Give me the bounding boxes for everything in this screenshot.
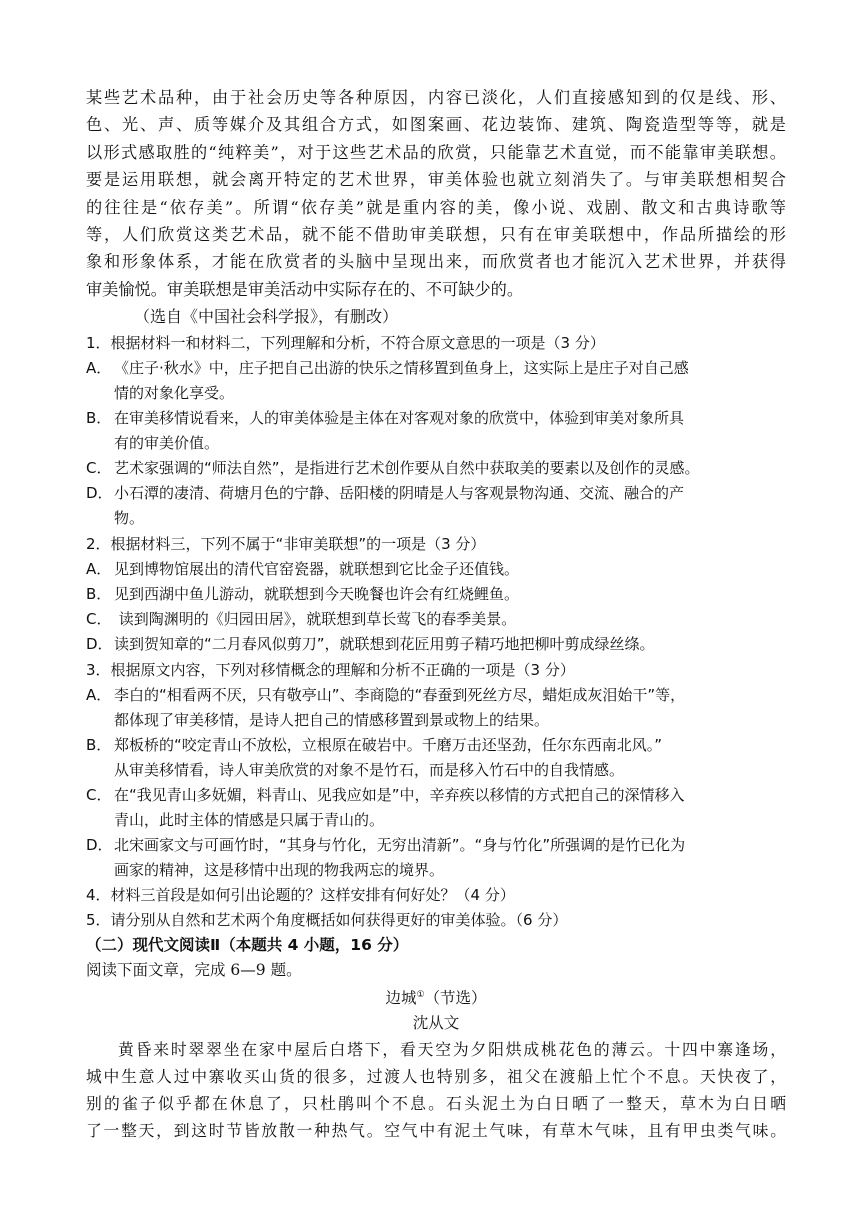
option-letter: C． <box>86 459 112 478</box>
text-line: 某些艺术品种，由于社会历史等各种原因，内容已淡化，人们直接感知到的仅是线、形、 <box>86 88 786 107</box>
option-c <box>86 607 786 632</box>
option-letter: B． <box>86 585 112 604</box>
option-letter: D． <box>86 635 113 654</box>
story-line: 别的雀子似乎都在休息了，只杜鹃叫个不息。石头泥土为白日晒了一整天，草木为白日晒 <box>86 1094 786 1114</box>
option-letter: A． <box>86 686 112 705</box>
text-line: 色、光、声、质等媒介及其组合方式，如图案画、花边装饰、建筑、陶瓷造型等等，就是 <box>86 115 786 135</box>
story-paragraph <box>86 1036 786 1144</box>
option-letter: C． <box>86 786 112 805</box>
option-d <box>86 833 786 883</box>
text-line: 要是运用联想，就会离开特定的艺术世界，审美体验也就立刻消失了。与审美联想相契合 <box>86 170 786 190</box>
option-text: 在审美移情说看来，人的审美体验是主体在对客观对象的欣赏中，体验到审美对象所具 <box>114 409 685 428</box>
option-text: 在“我见青山多妩媚，料青山、见我应如是”中，辛弃疾以移情的方式把自己的深情移入 <box>114 786 685 805</box>
question-stem: 1．根据材料一和材料二，下列理解和分析，不符合原文意思的一项是（3 分） <box>86 334 605 353</box>
option-b <box>86 733 786 783</box>
option-text: 有的审美价值。 <box>114 434 220 453</box>
option-letter: A． <box>86 359 112 378</box>
option-text: 读到陶渊明的《归园田居》，就联想到草长莺飞的春季美景。 <box>114 610 517 629</box>
option-b <box>86 582 786 607</box>
option-letter: B． <box>86 409 112 428</box>
option-text: 画家的精神，这是移情中出现的物我两忘的境界。 <box>114 861 445 880</box>
option-text: 读到贺知章的“二月春风似剪刀”，就联想到花匠用剪子精巧地把柳叶剪成绿丝绦。 <box>114 635 655 654</box>
question-1 <box>86 331 786 531</box>
option-letter: D． <box>86 484 113 503</box>
option-text: 见到博物馆展出的清代官窑瓷器，就联想到它比金子还值钱。 <box>114 560 520 579</box>
option-text: 情的对象化享受。 <box>114 384 235 403</box>
option-text: 李白的“相看两不厌，只有敬亭山”、李商隐的“春蚕到死丝方尽，蜡炬成灰泪始干”等， <box>114 686 686 705</box>
option-text: 都体现了审美移情，是诗人把自己的情感移置到景或物上的结果。 <box>114 711 550 730</box>
option-text: 从审美移情看，诗人审美欣赏的对象不是竹石，而是移入竹石中的自我情感。 <box>114 761 625 780</box>
option-a <box>86 557 786 582</box>
option-text: 《庄子·秋水》中，庄子把自己出游的快乐之情移置到鱼身上，这实际上是庄子对自己感 <box>114 359 689 378</box>
option-a <box>86 683 786 733</box>
option-text: 郑板桥的“咬定青山不放松，立根原在破岩中。千磨万击还坚劲，任尔东西南北风。” <box>114 736 663 755</box>
question-stem: 3．根据原文内容，下列对移情概念的理解和分析不正确的一项是（3 分） <box>86 661 575 680</box>
text-line: 以形式感取胜的“纯粹美”，对于这些艺术品的欣赏，只能靠艺术直觉，而不能靠审美联想。 <box>86 142 786 162</box>
option-letter: B． <box>86 736 112 755</box>
text-line: 等，人们欣赏这类艺术品，就不能不借助审美联想，只有在审美联想中，作品所描绘的形 <box>86 225 786 245</box>
story-line: 了一整天，到这时节皆放散一种热气。空气中有泥土气味，有草木气味，且有甲虫类气味。 <box>86 1121 786 1141</box>
section-instructions: 阅读下面文章，完成 6—9 题。 <box>86 961 302 980</box>
option-d <box>86 632 786 657</box>
question-5: 5．请分别从自然和艺术两个角度概括如何获得更好的审美体验。（6 分） <box>86 911 568 930</box>
text-line: 的往往是“依存美”。所谓“依存美”就是重内容的美，像小说、戏剧、散文和古典诗歌等 <box>86 197 786 217</box>
option-text: 见到西湖中鱼儿游动，就联想到今天晚餐也许会有红烧鲤鱼。 <box>114 585 520 604</box>
article-author: 沈从文 <box>412 1014 460 1033</box>
footnote-marker: ① <box>416 990 425 1001</box>
option-letter: C． <box>86 610 112 629</box>
question-3 <box>86 658 786 883</box>
source-citation: （选自《中国社会科学报》，有删改） <box>134 307 399 327</box>
story-line: 城中生意人过中寨收买山货的很多，过渡人也特别多，祖父在渡船上忙个不息。天快夜了， <box>86 1067 786 1087</box>
story-line: 黄昏来时翠翠坐在家中屋后白塔下，看天空为夕阳烘成桃花色的薄云。十四中寨逢场， <box>118 1040 786 1060</box>
article-title <box>86 983 786 1011</box>
question-2 <box>86 532 786 657</box>
option-text: 北宋画家文与可画竹时，“其身与竹化，无穷出清新”。“身与竹化”所强调的是竹已化为 <box>114 836 686 855</box>
option-letter: A． <box>86 560 112 579</box>
option-b <box>86 406 786 456</box>
option-c <box>86 783 786 833</box>
option-text: 物。 <box>114 509 145 528</box>
option-c <box>86 456 786 481</box>
question-4: 4．材料三首段是如何引出论题的？这样安排有何好处？（4 分） <box>86 886 515 905</box>
option-text: 艺术家强调的“师法自然”，是指进行艺术创作要从自然中获取美的要素以及创作的灵感。 <box>114 459 700 478</box>
text-line: 审美愉悦。审美联想是审美活动中实际存在的、不可缺少的。 <box>86 279 524 299</box>
section-heading: （二）现代文阅读Ⅱ（本题共 4 小题，16 分） <box>86 936 409 955</box>
option-letter: D． <box>86 836 113 855</box>
material-paragraph <box>86 84 786 303</box>
option-d <box>86 481 786 531</box>
option-text: 青山，此时主体的情感是只属于青山的。 <box>114 811 385 830</box>
title-text: 边城 <box>385 989 417 1008</box>
text-line: 象和形象体系，才能在欣赏者的头脑中呈现出来，而欣赏者也才能沉入艺术世界，并获得 <box>86 252 786 272</box>
option-a <box>86 356 786 406</box>
option-text: 小石潭的凄清、荷塘月色的宁静、岳阳楼的阴晴是人与客观景物沟通、交流、融合的产 <box>114 484 685 503</box>
document-page <box>86 84 786 1144</box>
question-stem: 2．根据材料三，下列不属于“非审美联想”的一项是（3 分） <box>86 535 486 554</box>
title-suffix: （节选） <box>424 989 487 1008</box>
